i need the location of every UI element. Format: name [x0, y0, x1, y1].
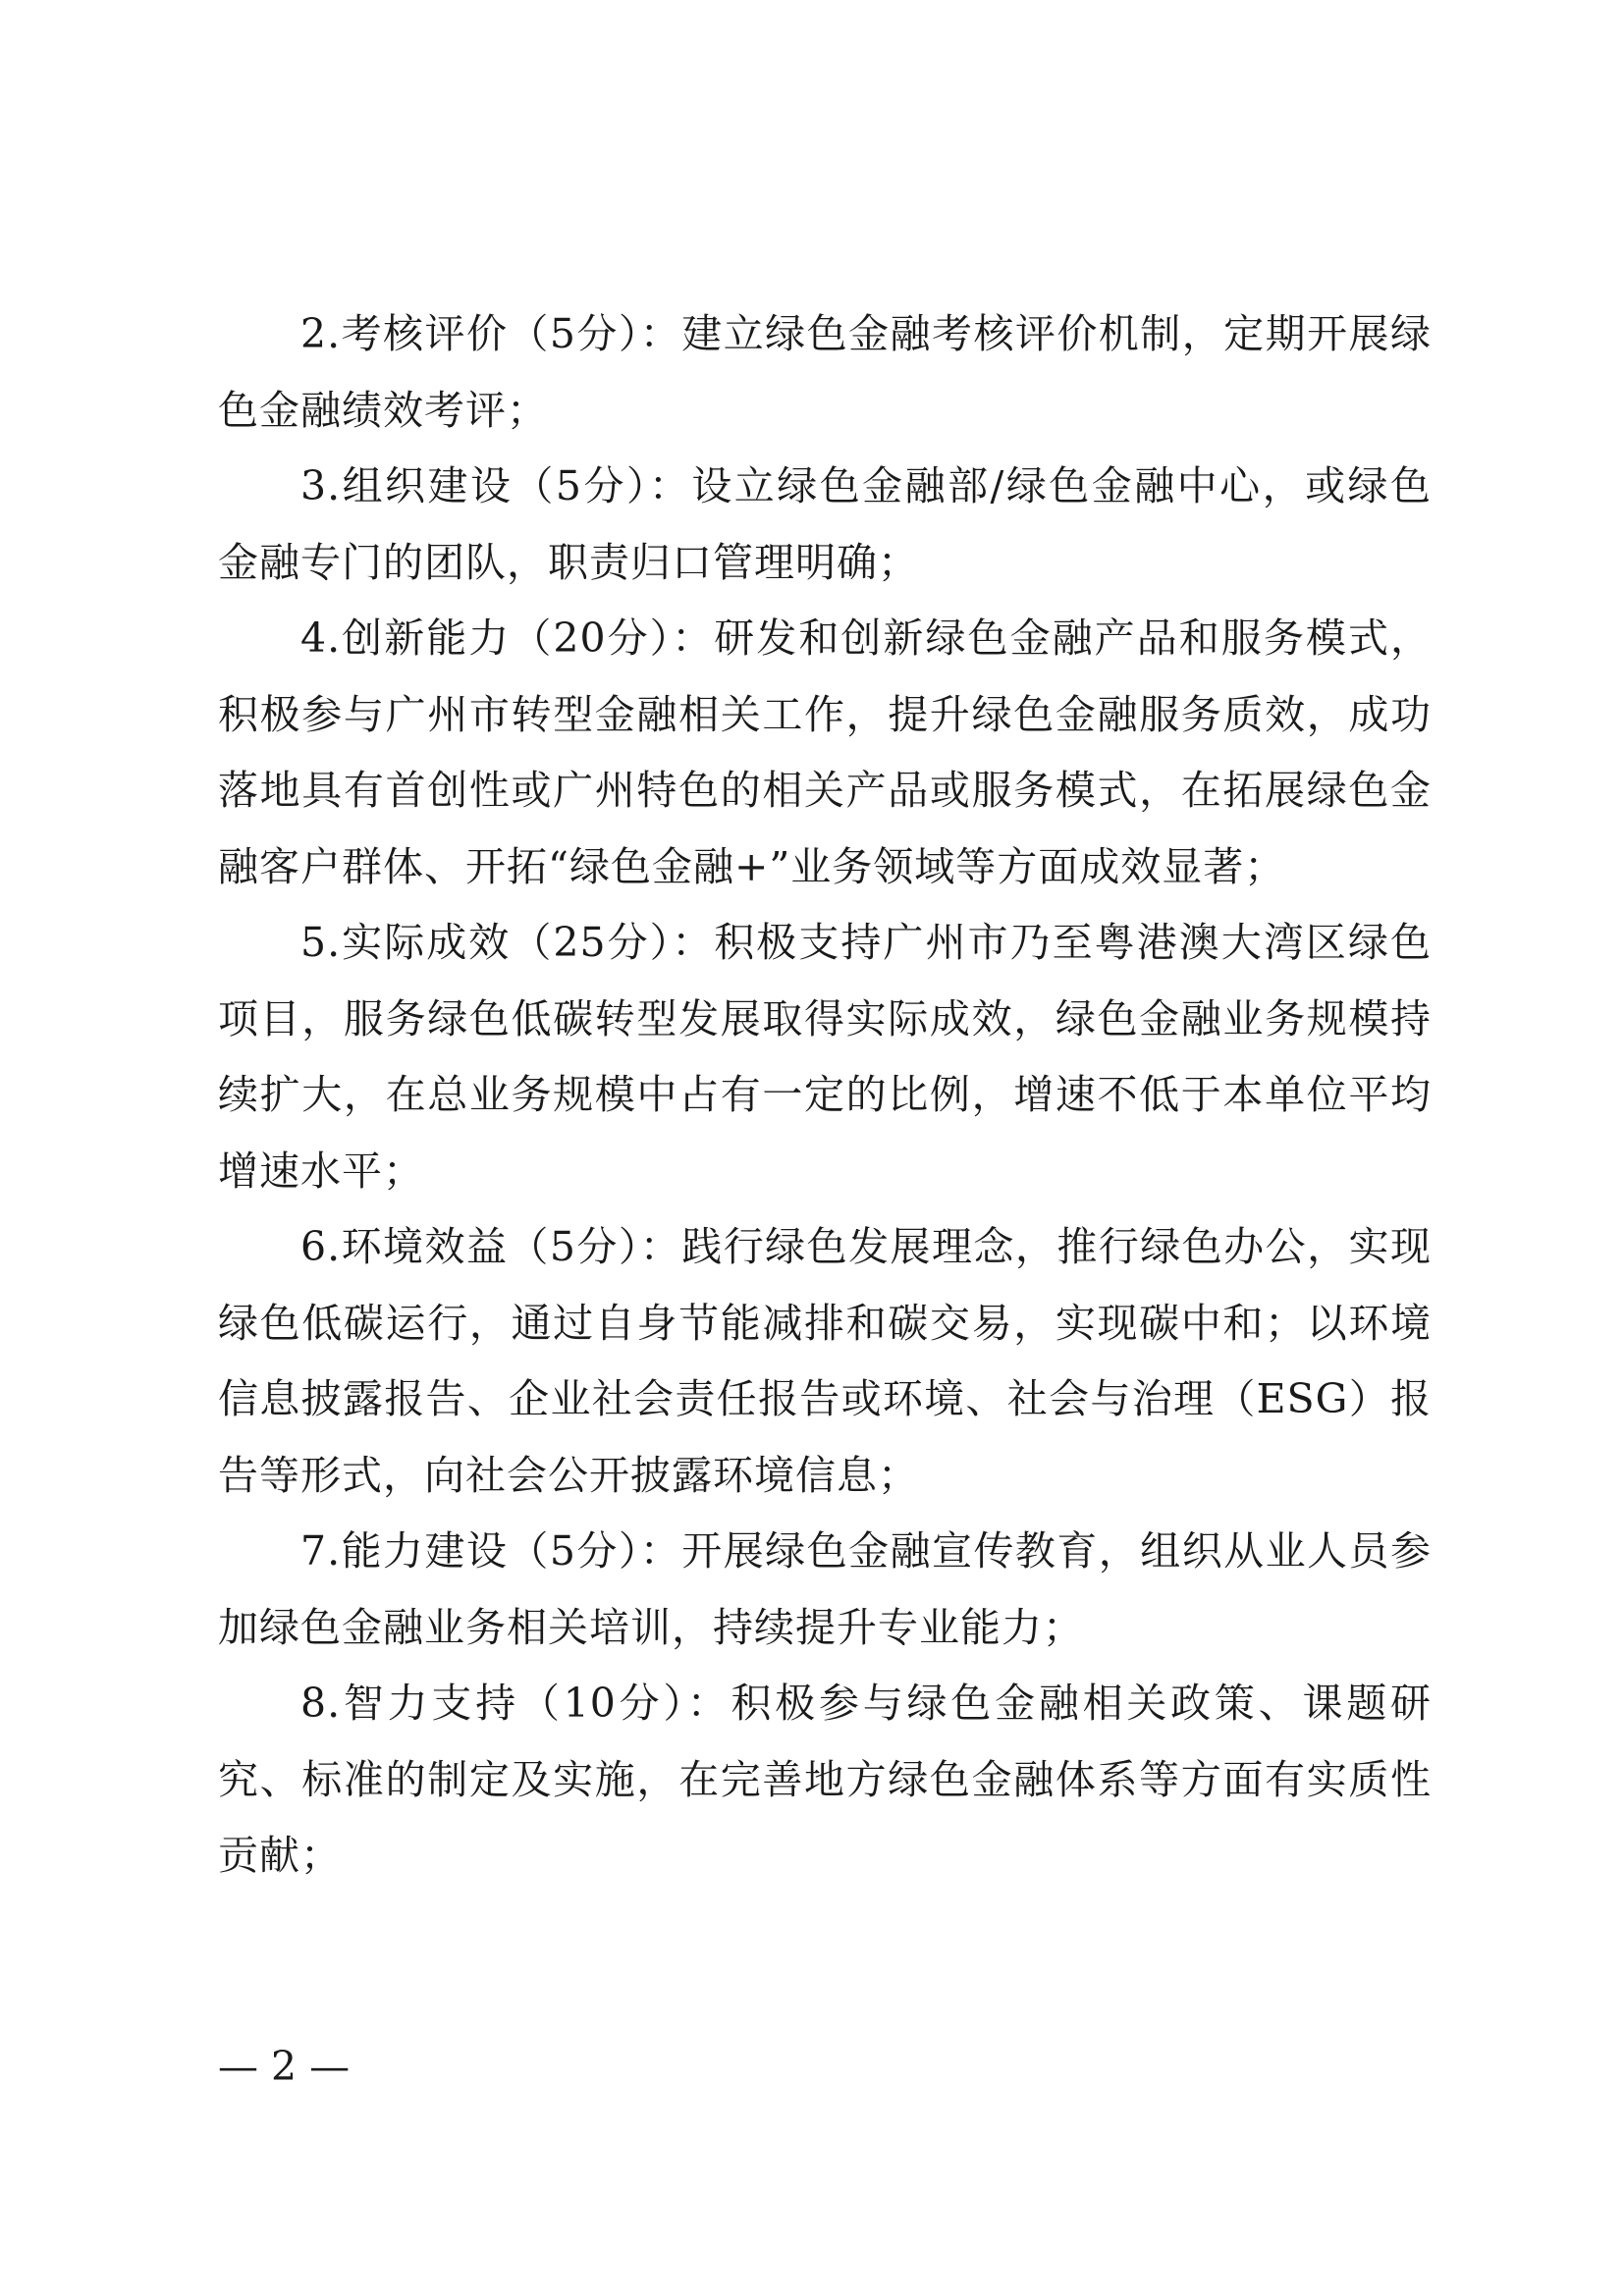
paragraph-intellectual-support: 8.智力支持（10分）：积极参与绿色金融相关政策、课题研究、标准的制定及实施，在完善地方绿色金融体系等方面有实质性贡献； [218, 1680, 1432, 1879]
paragraph-innovation: 4.创新能力（20分）：研发和创新绿色金融产品和服务模式，积极参与广州市转型金融相关工作，提升绿色金融服务质效，成功落地具有首创性或广州特色的相关产品或服务模式，在拓展绿色金融客户群体、开拓“绿色金融+”业务领域等方面成效显著； [218, 614, 1432, 890]
paragraph-organization: 3.组织建设（5分）：设立绿色金融部/绿色金融中心，或绿色金融专门的团队，职责归口管理明确； [218, 462, 1432, 586]
paragraph-capacity: 7.能力建设（5分）：开展绿色金融宣传教育，组织从业人员参加绿色金融业务相关培训，持续提升专业能力； [218, 1527, 1432, 1651]
paragraph-environment: 6.环境效益（5分）：践行绿色发展理念，推行绿色办公，实现绿色低碳运行，通过自身节能减排和碳交易，实现碳中和；以环境信息披露报告、企业社会责任报告或环境、社会与治理（ESG）报告等形式，向社会公开披露环境信息； [218, 1223, 1432, 1499]
page-number: — 2 — [218, 2043, 351, 2090]
paragraph-results: 5.实际成效（25分）：积极支持广州市乃至粤港澳大湾区绿色项目，服务绿色低碳转型发展取得实际成效，绿色金融业务规模持续扩大，在总业务规模中占有一定的比例，增速不低于本单位平均增速水平； [218, 919, 1432, 1195]
document-body [218, 296, 1432, 1895]
paragraph-assessment: 2.考核评价（5分）：建立绿色金融考核评价机制，定期开展绿色金融绩效考评； [218, 310, 1432, 434]
